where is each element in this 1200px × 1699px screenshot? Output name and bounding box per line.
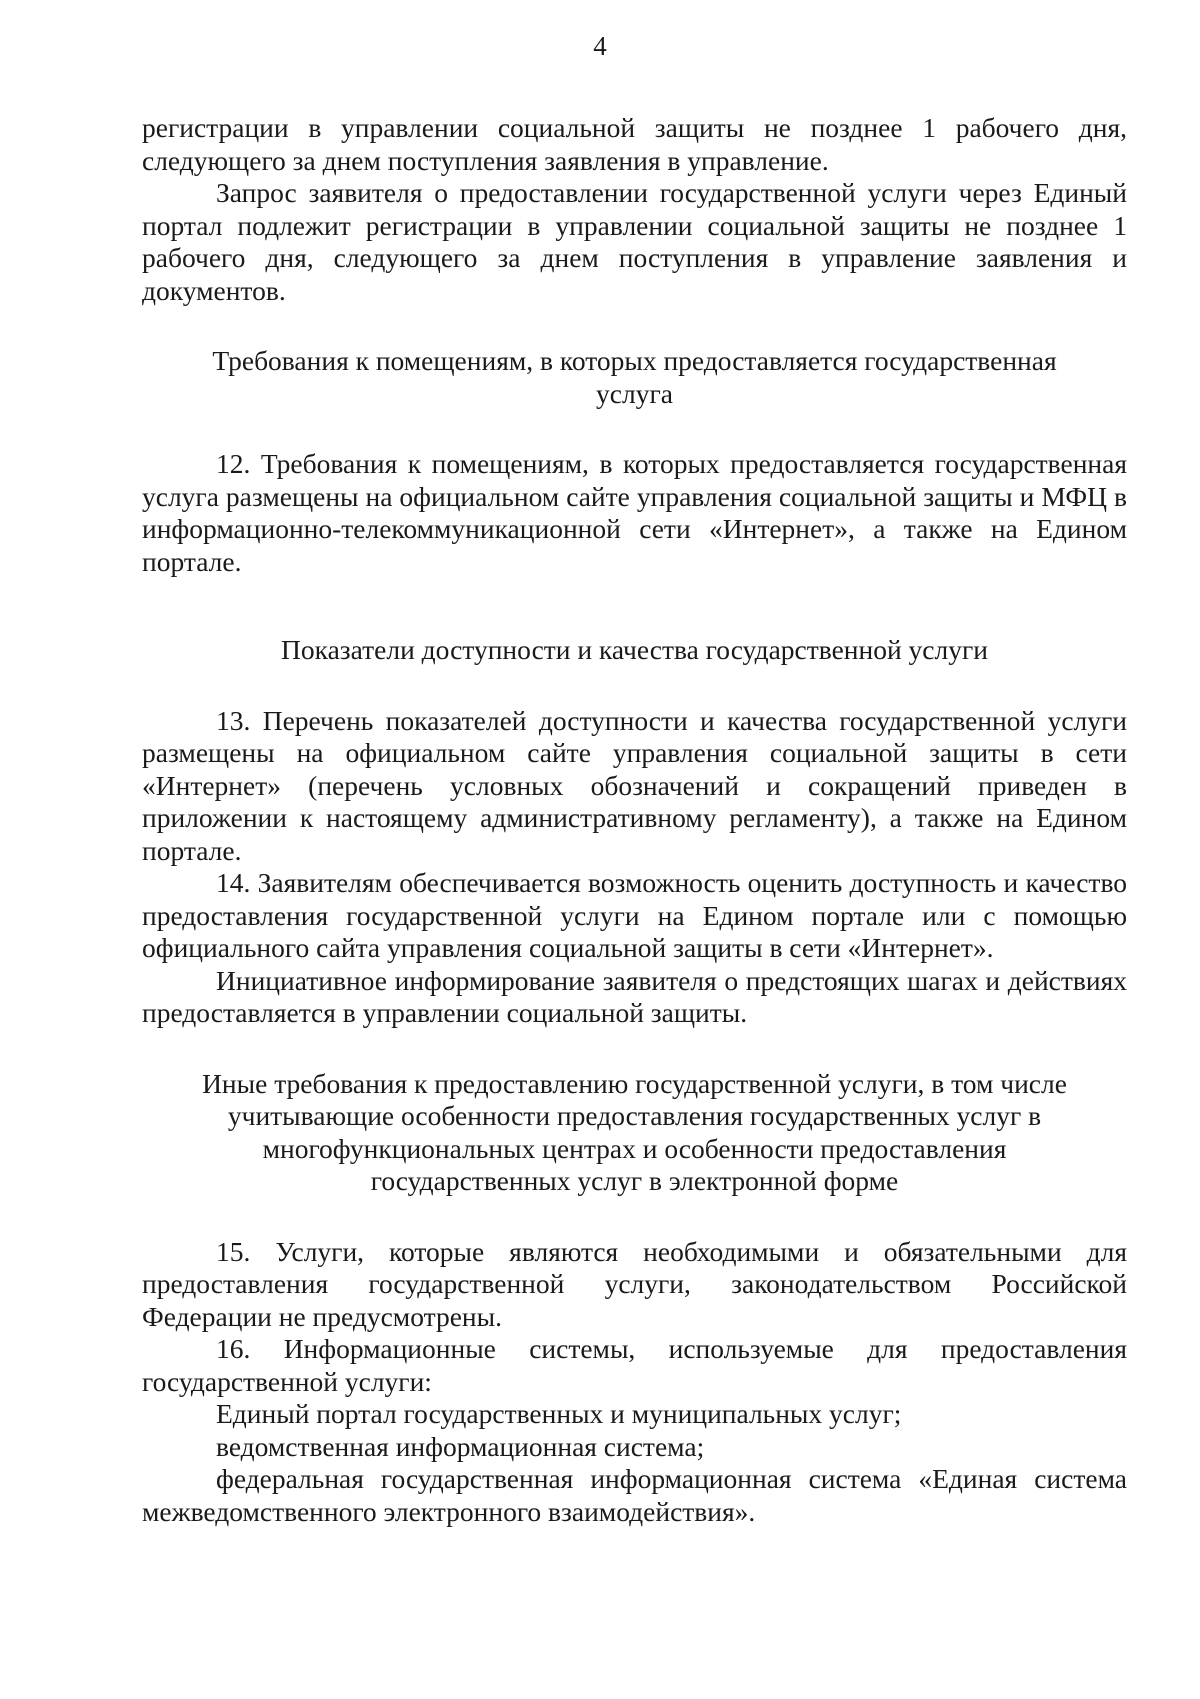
paragraph-item-13: 13. Перечень показателей доступности и качества государственной услуги размещены на официальном сайте управления социальной защиты в сети «Интернет» (перечень условных обозначений и сокращений приведен в приложении к настоящему административному регламенту), а также на Едином портале. xyxy=(142,704,1127,866)
list-item-single-portal: Единый портал государственных и муниципальных услуг; xyxy=(216,1398,902,1429)
heading-other-requirements: Иные требования к предоставлению государственной услуги, в том числе учитывающие особенности предоставления государственных услуг в многофункциональных центрах и особенности предоставления государственных услуг в электронной форме xyxy=(202,1067,1067,1196)
paragraph-item-14: 14. Заявителям обеспечивается возможность оценить доступность и качество предоставления государственной услуги на Едином портале или с помощью официального сайта управления социальной защиты в сети «Интернет». xyxy=(142,867,1127,963)
heading-premises-requirements: Требования к помещениям, в которых предоставляется государственная услуга xyxy=(212,345,1057,409)
paragraph-portal-request: Запрос заявителя о предоставлении государственной услуги через Единый портал подлежит регистрации в управлении социальной защиты не позднее 1 рабочего дня, следующего за днем поступления в управление заявления и документов. xyxy=(142,177,1127,306)
document-body xyxy=(142,112,1127,1528)
page-number: 4 xyxy=(593,31,607,61)
paragraph-proactive-informing: Инициативное информирование заявителя о предстоящих шагах и действиях предоставляется в управлении социальной защиты. xyxy=(142,964,1127,1028)
paragraph-item-15: 15. Услуги, которые являются необходимыми и обязательными для предоставления государственной услуги, законодательством Российской Федерации не предусмотрены. xyxy=(142,1235,1127,1332)
list-item-smev: федеральная государственная информационная система «Единая система межведомственного электронного взаимодействия». xyxy=(142,1463,1127,1527)
paragraph-registration-continued: регистрации в управлении социальной защиты не позднее 1 рабочего дня, следующего за днем поступления заявления в управление. xyxy=(142,112,1127,176)
list-item-departmental-system: ведомственная информационная система; xyxy=(216,1430,705,1462)
paragraph-item-16: 16. Информационные системы, используемые для предоставления государственной услуги: xyxy=(142,1333,1127,1397)
heading-accessibility-indicators: Показатели доступности и качества государственной услуги xyxy=(281,634,988,665)
paragraph-item-12: 12. Требования к помещениям, в которых предоставляется государственная услуга размещены на официальном сайте управления социальной защиты и МФЦ в информационно-телекоммуникационной сети «Интернет», а также на Едином портале. xyxy=(142,448,1127,577)
